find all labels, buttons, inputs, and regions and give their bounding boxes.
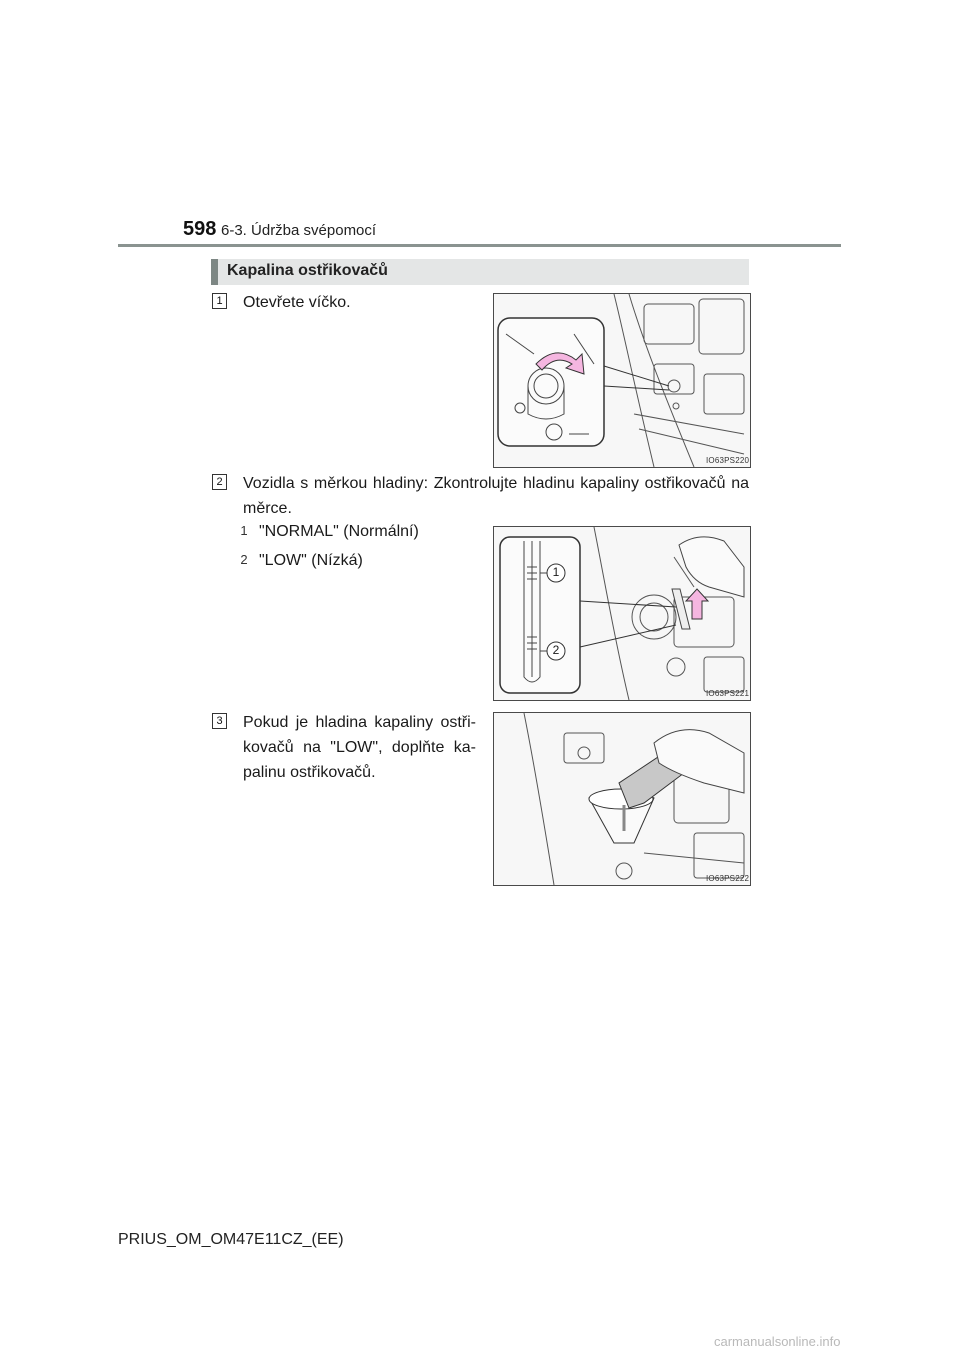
sub-item-number-2: 2	[240, 552, 248, 567]
figure-open-cap	[493, 293, 751, 468]
sub-item-low: "LOW" (Nízká)	[259, 552, 363, 569]
section-heading: Kapalina ostřikovačů	[227, 262, 388, 279]
page-number: 598	[183, 218, 217, 240]
callout-2-label: 2	[552, 643, 560, 657]
figure-caption: IO63PS221	[706, 689, 750, 698]
engine-bay-cap-illustration	[494, 294, 750, 467]
step-2-text: Vozidla s měrkou hladiny: Zkontrolujte hladinu kapaliny ostřikovačů na měrce.	[243, 475, 749, 517]
step-number-3: 3	[212, 713, 227, 729]
step-1-text: Otevřete víčko.	[243, 294, 351, 311]
callout-1-label: 1	[552, 565, 560, 579]
sub-item-number-1: 1	[240, 523, 248, 538]
step-number-2: 2	[212, 474, 227, 490]
figure-level-gauge	[493, 526, 751, 701]
step-3-text: Pokud je hladina kapaliny ostři-kovačů na "LOW", doplňte ka-palinu ostřikovačů.	[243, 714, 476, 781]
step-number-1: 1	[212, 293, 227, 309]
figure-caption: IO63PS220	[706, 456, 750, 465]
level-gauge-illustration	[494, 527, 750, 700]
section-title: 6-3. Údržba svépomocí	[221, 222, 377, 239]
watermark: carmanualsonline.info	[714, 1334, 841, 1349]
figure-caption: IO63PS222	[706, 874, 750, 883]
figure-refill	[493, 712, 751, 886]
document-code: PRIUS_OM_OM47E11CZ_(EE)	[118, 1231, 344, 1248]
refill-illustration	[494, 713, 750, 885]
section-heading-accent	[211, 259, 218, 285]
header-rule	[118, 244, 841, 247]
sub-item-normal: "NORMAL" (Normální)	[259, 523, 419, 540]
